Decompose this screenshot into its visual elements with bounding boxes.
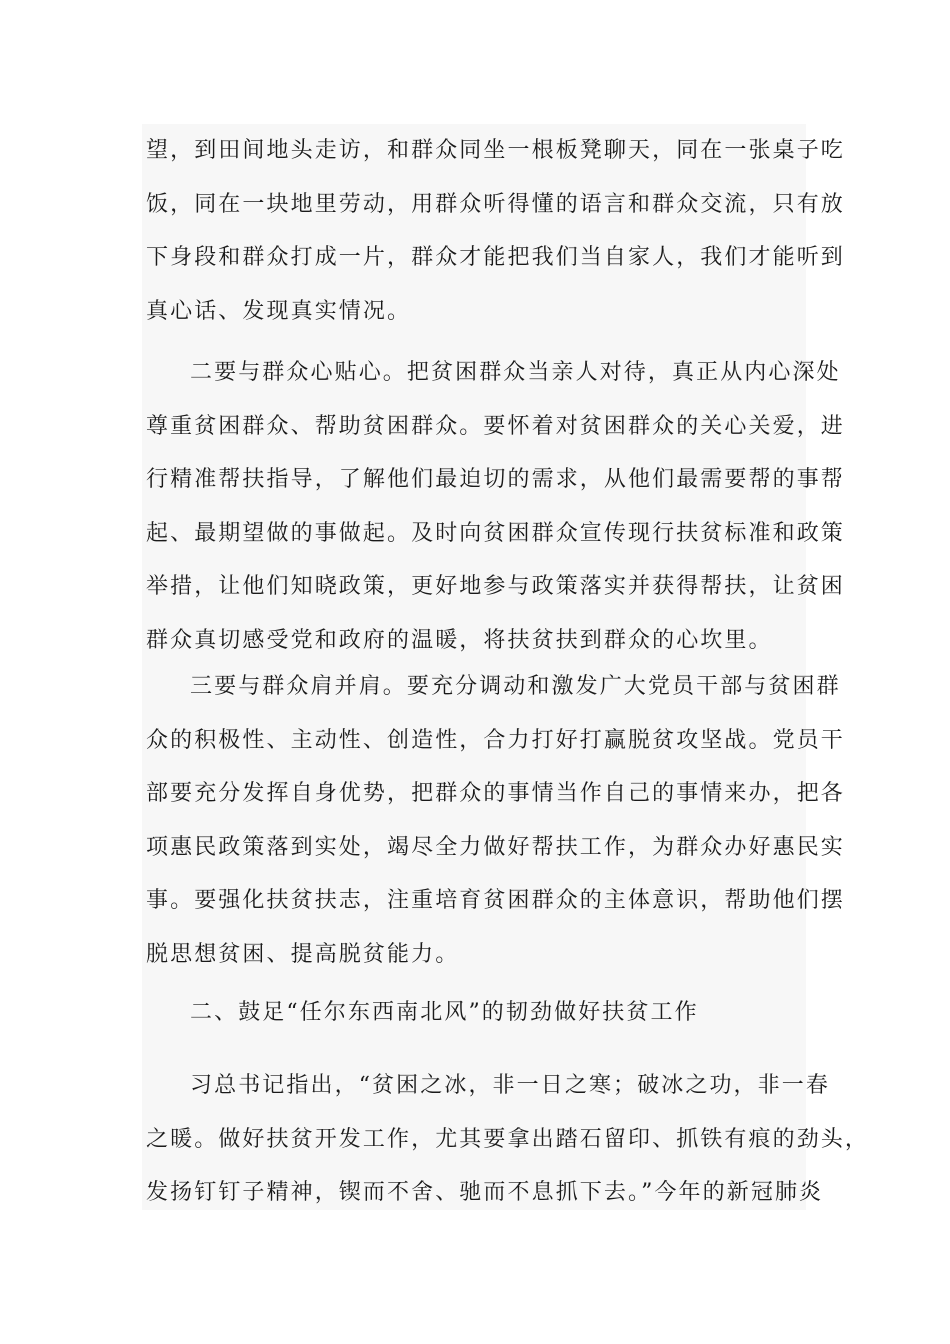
text-line: 习总书记指出，“贫困之冰，非一日之寒；破冰之功，非一春 — [190, 1073, 830, 1098]
text-line: 事。要强化扶贫扶志，注重培育贫困群众的主体意识，帮助他们摆 — [146, 888, 845, 913]
text-line: 三要与群众肩并肩。要充分调动和激发广大党员干部与贫困群 — [190, 674, 841, 699]
paragraph-2 — [146, 346, 845, 667]
paragraph-3 — [146, 660, 845, 981]
section-heading — [146, 986, 699, 1040]
text-line: 部要充分发挥自身优势，把群众的事情当作自己的事情来办，把各 — [146, 781, 845, 806]
text-line: 众的积极性、主动性、创造性，合力打好打赢脱贫攻坚战。党员干 — [146, 727, 845, 753]
text-line: 脱思想贫困、提高脱贫能力。 — [146, 941, 460, 967]
text-line: 举措，让他们知晓政策，更好地参与政策落实并获得帮扶，让贫困 — [146, 574, 845, 599]
text-line: 行精准帮扶指导，了解他们最迫切的需求，从他们最需要帮的事帮 — [146, 467, 845, 492]
text-line: 起、最期望做的事做起。及时向贫困群众宣传现行扶贫标准和政策 — [146, 520, 845, 546]
text-line: 项惠民政策落到实处，竭尽全力做好帮扶工作，为群众办好惠民实 — [146, 834, 845, 860]
text-line: 群众真切感受党和政府的温暖，将扶贫扶到群众的心坎里。 — [146, 627, 773, 653]
paragraph-1 — [146, 124, 845, 338]
text-line: 发扬钉钉子精神，锲而不舍、驰而不息抓下去。”今年的新冠肺炎 — [146, 1180, 824, 1205]
text-line: 之暖。做好扶贫开发工作，尤其要拿出踏石留印、抓铁有痕的劲头， — [146, 1126, 870, 1152]
text-line: 尊重贫困群众、帮助贫困群众。要怀着对贫困群众的关心关爱，进 — [146, 413, 845, 439]
text-line: 饭，同在一块地里劳动，用群众听得懂的语言和群众交流，只有放 — [146, 191, 845, 217]
text-line: 真心话、发现真实情况。 — [146, 298, 412, 324]
heading-line: 二、鼓足“任尔东西南北风”的韧劲做好扶贫工作 — [190, 1000, 699, 1025]
text-line: 望，到田间地头走访，和群众同坐一根板凳聊天，同在一张桌子吃 — [146, 138, 845, 163]
text-line: 下身段和群众打成一片，群众才能把我们当自家人，我们才能听到 — [146, 245, 845, 270]
paragraph-4 — [146, 1059, 869, 1220]
text-line: 二要与群众心贴心。把贫困群众当亲人对待，真正从内心深处 — [190, 360, 841, 385]
